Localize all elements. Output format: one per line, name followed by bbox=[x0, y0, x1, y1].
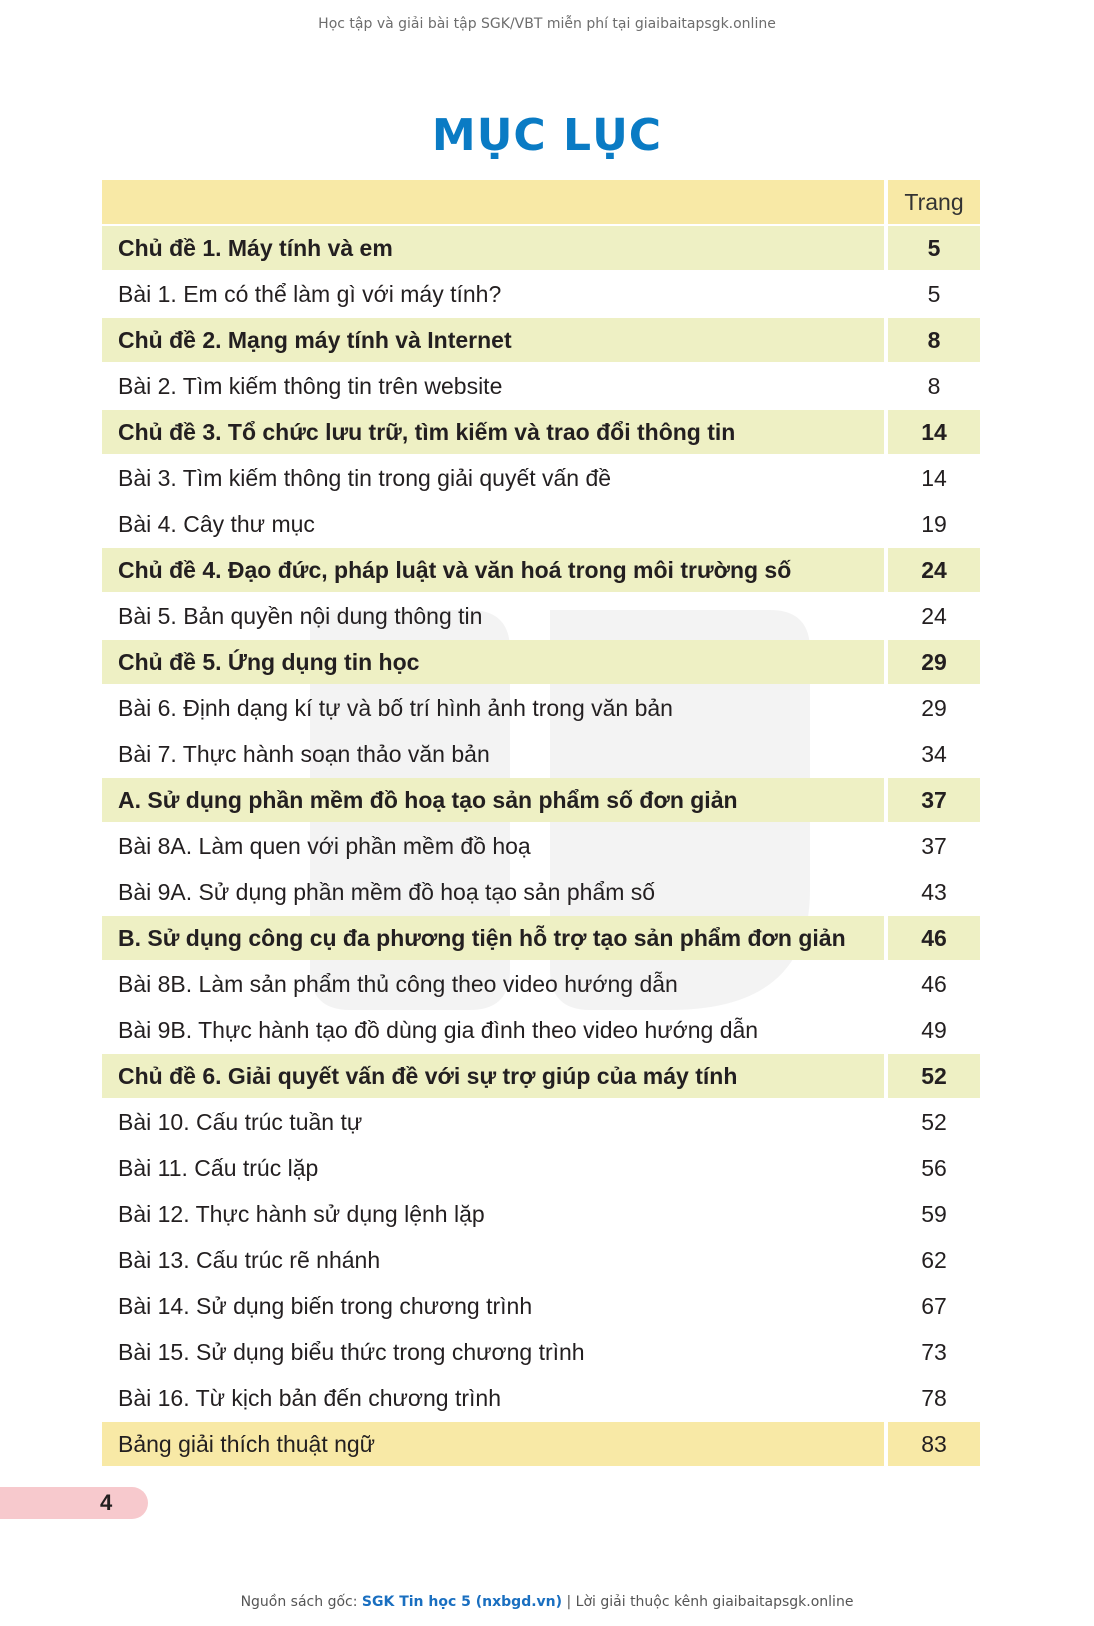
toc-entry-title: Bài 8A. Làm quen với phần mềm đồ hoạ bbox=[118, 832, 531, 859]
toc-entry-title: Bài 5. Bản quyền nội dung thông tin bbox=[118, 602, 483, 629]
page-number: 4 bbox=[100, 1490, 113, 1515]
toc-entry-page: 56 bbox=[921, 1154, 947, 1181]
footer-suffix: | Lời giải thuộc kênh giaibaitapsgk.online bbox=[562, 1594, 854, 1610]
toc-entry-title: Bài 10. Cấu trúc tuần tự bbox=[118, 1108, 363, 1135]
toc-header-label bbox=[102, 180, 884, 224]
toc-entry-page: 5 bbox=[888, 226, 980, 270]
toc-entry-page: 62 bbox=[921, 1246, 947, 1273]
page-title: MỤC LỤC bbox=[431, 110, 663, 161]
toc-row-lesson[interactable] bbox=[102, 594, 986, 638]
toc-entry-page: 24 bbox=[888, 548, 980, 592]
toc-entry-title: Bài 9A. Sử dụng phần mềm đồ hoạ tạo sản phẩm số bbox=[118, 878, 656, 905]
toc-entry-page: 5 bbox=[927, 280, 941, 307]
toc-entry-page: 34 bbox=[921, 740, 947, 767]
toc-entry-page: 52 bbox=[921, 1108, 947, 1135]
toc-entry-title: Bài 6. Định dạng kí tự và bố trí hình ảnh trong văn bản bbox=[118, 694, 673, 721]
toc-entry-page: 29 bbox=[921, 694, 947, 721]
toc-entry-title: Bài 13. Cấu trúc rẽ nhánh bbox=[118, 1246, 381, 1273]
toc-rows bbox=[102, 226, 986, 1466]
toc-row-lesson[interactable] bbox=[102, 364, 986, 408]
toc-entry-page: 78 bbox=[921, 1384, 947, 1411]
toc-row-lesson[interactable] bbox=[102, 272, 986, 316]
toc-row-lesson[interactable] bbox=[102, 870, 986, 914]
toc-header-page: Trang bbox=[888, 180, 980, 224]
toc-row-lesson[interactable] bbox=[102, 732, 986, 776]
toc-header-row bbox=[102, 180, 986, 224]
toc-entry-title: Chủ đề 3. Tổ chức lưu trữ, tìm kiếm và trao đổi thông tin bbox=[102, 410, 884, 454]
toc-entry-page: 43 bbox=[921, 878, 947, 905]
toc-row-lesson[interactable] bbox=[102, 686, 986, 730]
toc-entry-page: 8 bbox=[927, 372, 941, 399]
footer-prefix: Nguồn sách gốc: bbox=[240, 1594, 362, 1610]
toc-row-topic[interactable] bbox=[102, 916, 986, 960]
toc-entry-page: 19 bbox=[921, 510, 947, 537]
toc-entry-page: 14 bbox=[888, 410, 980, 454]
toc-entry-page: 8 bbox=[888, 318, 980, 362]
toc-entry-title: Bài 12. Thực hành sử dụng lệnh lặp bbox=[118, 1200, 485, 1227]
toc-row-topic[interactable] bbox=[102, 410, 986, 454]
toc-entry-page: 67 bbox=[921, 1292, 947, 1319]
toc-entry-page: 59 bbox=[921, 1200, 947, 1227]
toc-entry-page: 29 bbox=[888, 640, 980, 684]
toc-entry-title: Chủ đề 5. Ứng dụng tin học bbox=[102, 640, 884, 684]
toc-row-lesson[interactable] bbox=[102, 1330, 986, 1374]
page-number-tab bbox=[0, 1487, 148, 1519]
toc-entry-title: Bài 1. Em có thể làm gì với máy tính? bbox=[118, 280, 502, 307]
toc-row-lesson[interactable] bbox=[102, 962, 986, 1006]
toc-row-lesson[interactable] bbox=[102, 824, 986, 868]
toc-entry-title: Chủ đề 2. Mạng máy tính và Internet bbox=[102, 318, 884, 362]
toc-entry-page: 24 bbox=[921, 602, 947, 629]
toc-entry-title: Bài 2. Tìm kiếm thông tin trên website bbox=[118, 372, 503, 399]
toc-row-lesson[interactable] bbox=[102, 1192, 986, 1236]
toc-entry-page: 37 bbox=[921, 832, 947, 859]
toc-entry-page: 83 bbox=[888, 1422, 980, 1466]
toc-row-topic[interactable] bbox=[102, 226, 986, 270]
toc-row-lesson[interactable] bbox=[102, 1238, 986, 1282]
toc-entry-title: Bảng giải thích thuật ngữ bbox=[102, 1422, 884, 1466]
toc-entry-page: 46 bbox=[921, 970, 947, 997]
toc-row-topic[interactable] bbox=[102, 640, 986, 684]
footer bbox=[0, 1594, 1094, 1610]
toc-row-topic[interactable] bbox=[102, 778, 986, 822]
toc-entry-page: 37 bbox=[888, 778, 980, 822]
toc-entry-title: Bài 9B. Thực hành tạo đồ dùng gia đình theo video hướng dẫn bbox=[118, 1016, 759, 1043]
toc-entry-page: 14 bbox=[921, 464, 947, 491]
toc-entry-title: B. Sử dụng công cụ đa phương tiện hỗ trợ tạo sản phẩm đơn giản bbox=[102, 916, 884, 960]
toc-entry-title: Chủ đề 1. Máy tính và em bbox=[102, 226, 884, 270]
toc-row-glossary[interactable] bbox=[102, 1422, 986, 1466]
toc-entry-page: 46 bbox=[888, 916, 980, 960]
top-banner: Học tập và giải bài tập SGK/VBT miễn phí tại giaibaitapsgk.online bbox=[318, 16, 776, 32]
toc-entry-page: 52 bbox=[888, 1054, 980, 1098]
toc-entry-page: 73 bbox=[921, 1338, 947, 1365]
toc-entry-title: Chủ đề 4. Đạo đức, pháp luật và văn hoá trong môi trường số bbox=[102, 548, 884, 592]
footer-source-link[interactable]: SGK Tin học 5 (nxbgd.vn) bbox=[361, 1594, 563, 1610]
toc-row-topic[interactable] bbox=[102, 318, 986, 362]
toc-entry-title: Bài 4. Cây thư mục bbox=[118, 510, 315, 537]
toc-row-lesson[interactable] bbox=[102, 1146, 986, 1190]
toc-row-lesson[interactable] bbox=[102, 1100, 986, 1144]
toc-entry-title: Chủ đề 6. Giải quyết vấn đề với sự trợ giúp của máy tính bbox=[102, 1054, 884, 1098]
toc-row-lesson[interactable] bbox=[102, 1284, 986, 1328]
toc-entry-title: A. Sử dụng phần mềm đồ hoạ tạo sản phẩm số đơn giản bbox=[102, 778, 884, 822]
toc-entry-title: Bài 7. Thực hành soạn thảo văn bản bbox=[118, 740, 490, 767]
toc-entry-title: Bài 3. Tìm kiếm thông tin trong giải quyết vấn đề bbox=[118, 464, 612, 491]
table-of-contents bbox=[102, 180, 986, 1468]
toc-row-lesson[interactable] bbox=[102, 456, 986, 500]
toc-row-lesson[interactable] bbox=[102, 502, 986, 546]
toc-entry-title: Bài 15. Sử dụng biểu thức trong chương trình bbox=[118, 1338, 585, 1365]
toc-row-topic[interactable] bbox=[102, 1054, 986, 1098]
toc-entry-title: Bài 16. Từ kịch bản đến chương trình bbox=[118, 1384, 502, 1411]
toc-row-topic[interactable] bbox=[102, 548, 986, 592]
toc-entry-title: Bài 14. Sử dụng biến trong chương trình bbox=[118, 1292, 533, 1319]
toc-row-lesson[interactable] bbox=[102, 1376, 986, 1420]
toc-row-lesson[interactable] bbox=[102, 1008, 986, 1052]
toc-entry-page: 49 bbox=[921, 1016, 947, 1043]
toc-entry-title: Bài 11. Cấu trúc lặp bbox=[118, 1154, 319, 1181]
toc-entry-title: Bài 8B. Làm sản phẩm thủ công theo video hướng dẫn bbox=[118, 970, 678, 997]
